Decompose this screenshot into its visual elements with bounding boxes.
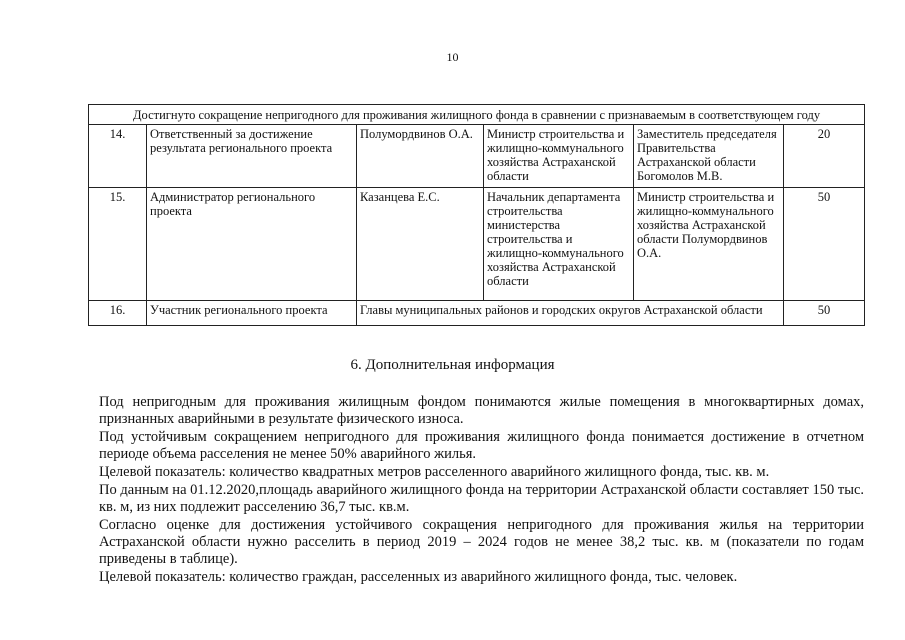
table-row <box>89 301 865 326</box>
paragraph: Целевой показатель: количество квадратных метров расселенного аварийного жилищного фонда, тыс. кв. м. <box>99 464 770 480</box>
paragraph: Под устойчивым сокращением непригодного для проживания жилищного фонда понимается достижение в отчетном периоде объема расселения не менее 50% аварийного жилья. <box>99 429 864 462</box>
row-number: 14. <box>89 125 147 188</box>
role-cell: Участник регионального проекта <box>147 301 357 326</box>
merged-cell: Главы муниципальных районов и городских округов Астраханской области <box>357 301 784 326</box>
person-cell: Полумордвинов О.А. <box>357 125 484 188</box>
paragraph: По данным на 01.12.2020,площадь аварийного жилищного фонда на территории Астраханской области составляет 150 тыс. кв. м, из них подлежит расселению 36,7 тыс. кв.м. <box>99 482 864 515</box>
table-row <box>89 125 865 188</box>
value-cell: 20 <box>784 125 865 188</box>
table-row <box>89 188 865 301</box>
page-number: 10 <box>446 50 459 64</box>
value-cell: 50 <box>784 188 865 301</box>
paragraph: Целевой показатель: количество граждан, расселенных из аварийного жилищного фонда, тыс. человек. <box>99 569 738 585</box>
responsibility-table <box>88 104 865 326</box>
row-number: 16. <box>89 301 147 326</box>
table-header-cell: Достигнуто сокращение непригодного для проживания жилищного фонда в сравнении с признаваемым в соответствующем году <box>89 105 865 125</box>
value-cell: 50 <box>784 301 865 326</box>
paragraph: Под непригодным для проживания жилищным фондом понимаются жилые помещения в многоквартирных домах, признанных аварийными в результате физического износа. <box>99 394 864 427</box>
section-title: 6. Дополнительная информация <box>350 357 555 373</box>
position-cell: Начальник департамента строительства министерства строительства и жилищно-коммунального хозяйства Астраханской области <box>484 188 634 301</box>
supervisor-cell: Заместитель председателя Правительства Астраханской области Богомолов М.В. <box>634 125 784 188</box>
additional-info <box>99 394 864 587</box>
role-cell: Администратор регионального проекта <box>147 188 357 301</box>
supervisor-cell: Министр строительства и жилищно-коммунального хозяйства Астраханской области Полумордвинов О.А. <box>634 188 784 301</box>
role-cell: Ответственный за достижение результата регионального проекта <box>147 125 357 188</box>
person-cell: Казанцева Е.С. <box>357 188 484 301</box>
paragraph: Согласно оценке для достижения устойчивого сокращения непригодного для проживания жилья на территории Астраханской области нужно расселить в период 2019 – 2024 годов не менее 38,2 тыс. кв. м (показатели по годам приведены в таблице). <box>99 517 864 567</box>
table-header-row <box>89 105 865 125</box>
row-number: 15. <box>89 188 147 301</box>
position-cell: Министр строительства и жилищно-коммунального хозяйства Астраханской области <box>484 125 634 188</box>
